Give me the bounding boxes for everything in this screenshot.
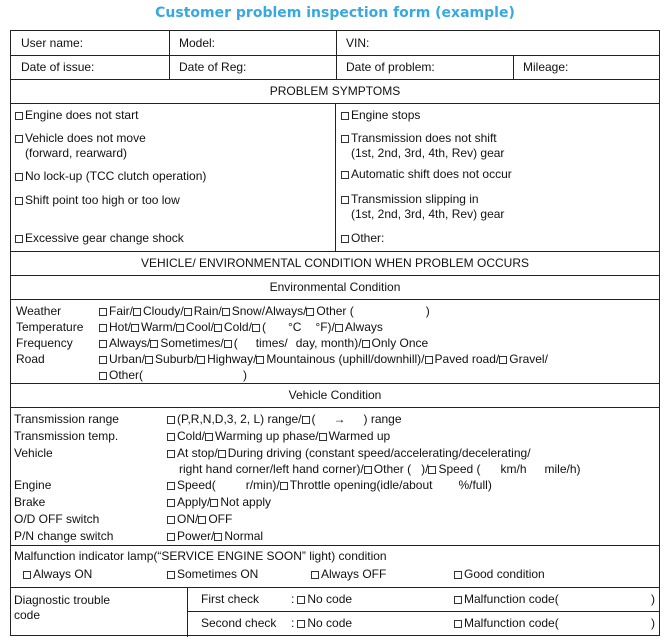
- checkbox[interactable]: [145, 356, 153, 364]
- frequency-options: Always/ Sometimes/ ( times/ day, month)/ Only Once: [99, 335, 428, 351]
- engine-label: Engine: [14, 478, 52, 492]
- mileage-label: Mileage:: [523, 60, 569, 74]
- checkbox[interactable]: [218, 450, 226, 458]
- inspection-form: [10, 30, 660, 636]
- second-check-malfunction: Malfunction code(: [454, 616, 559, 631]
- checkbox[interactable]: [167, 499, 175, 507]
- engine-options: Speed( r/min)/ Throttle opening(idle/about %/full): [167, 477, 492, 493]
- checkbox[interactable]: [167, 482, 175, 490]
- checkbox[interactable]: [428, 466, 436, 474]
- user-name-label: User name:: [21, 36, 84, 50]
- checkbox[interactable]: [150, 340, 158, 348]
- divider: [11, 79, 659, 80]
- checkbox[interactable]: [319, 433, 327, 441]
- checkbox[interactable]: [306, 308, 314, 316]
- checkbox[interactable]: [454, 596, 462, 604]
- checkbox[interactable]: [341, 135, 349, 143]
- divider: [11, 407, 659, 408]
- first-check-close: ): [651, 592, 655, 606]
- second-check-close: ): [651, 616, 655, 630]
- divider: [336, 31, 337, 79]
- checkbox[interactable]: [167, 433, 175, 441]
- checkbox[interactable]: [15, 173, 23, 181]
- checkbox[interactable]: [214, 533, 222, 541]
- mil-good-condition: Good condition: [454, 567, 545, 582]
- checkbox[interactable]: [297, 620, 305, 628]
- symptom-trans-no-shift: Transmission does not shift: [341, 131, 497, 146]
- checkbox[interactable]: [224, 340, 232, 348]
- checkbox[interactable]: [167, 533, 175, 541]
- frequency-label: Frequency: [16, 336, 73, 350]
- divider: [11, 545, 659, 546]
- checkbox[interactable]: [176, 324, 184, 332]
- date-of-reg-label: Date of Reg:: [179, 60, 247, 74]
- road-label: Road: [16, 352, 45, 366]
- checkbox[interactable]: [184, 308, 192, 316]
- checkbox[interactable]: [197, 356, 205, 364]
- form-title: Customer problem inspection form (example): [155, 5, 515, 21]
- vehicle-condition-heading: Vehicle Condition: [288, 388, 382, 402]
- checkbox[interactable]: [364, 466, 372, 474]
- checkbox[interactable]: [302, 416, 310, 424]
- symptom-gear-shock: Excessive gear change shock: [15, 231, 184, 246]
- trans-range-options: (P,R,N,D,3, 2, L) range/ ( → ) range: [167, 411, 402, 427]
- symptom-engine-stops: Engine stops: [341, 108, 420, 123]
- second-check-label: Second check: [201, 616, 277, 630]
- mil-sometimes-on: Sometimes ON: [167, 567, 258, 582]
- divider: [335, 103, 336, 251]
- checkbox[interactable]: [280, 482, 288, 490]
- first-check-no-code: : No code: [291, 592, 353, 606]
- checkbox[interactable]: [311, 571, 319, 579]
- symptom-shift-point: Shift point too high or too low: [15, 193, 180, 208]
- checkbox[interactable]: [167, 450, 175, 458]
- checkbox[interactable]: [167, 571, 175, 579]
- od-options: ON/ OFF: [167, 511, 232, 527]
- symptom-other: Other:: [341, 231, 384, 246]
- brake-label: Brake: [14, 495, 46, 509]
- divider: [11, 587, 659, 588]
- weather-options: Fair/ Cloudy/ Rain/ Snow/Always/ Other ( ): [99, 303, 430, 319]
- trans-temp-options: Cold/ Warming up phase/ Warmed up: [167, 428, 390, 444]
- checkbox[interactable]: [222, 308, 230, 316]
- checkbox[interactable]: [15, 197, 23, 205]
- checkbox[interactable]: [15, 112, 23, 120]
- checkbox[interactable]: [341, 235, 349, 243]
- dtc-label-2: code: [14, 608, 41, 622]
- checkbox[interactable]: [23, 571, 31, 579]
- divider: [11, 299, 659, 300]
- checkbox[interactable]: [341, 112, 349, 120]
- checkbox[interactable]: [297, 596, 305, 604]
- vehicle-options: At stop/ During driving (constant speed/accelerating/decelerating/: [167, 445, 531, 461]
- weather-label: Weather: [16, 304, 62, 318]
- brake-options: Apply/ Not apply: [167, 494, 271, 510]
- checkbox[interactable]: [99, 372, 107, 380]
- od-off-switch-label: O/D OFF switch: [14, 512, 100, 526]
- checkbox[interactable]: [205, 433, 213, 441]
- checkbox[interactable]: [167, 516, 175, 524]
- mil-always-on: Always ON: [23, 567, 92, 582]
- symptom-auto-shift: Automatic shift does not occur: [341, 167, 512, 182]
- environmental-heading: Environmental Condition: [269, 280, 401, 294]
- checkbox[interactable]: [15, 235, 23, 243]
- checkbox[interactable]: [131, 324, 139, 332]
- divider: [513, 55, 514, 79]
- checkbox[interactable]: [210, 499, 218, 507]
- checkbox[interactable]: [252, 324, 260, 332]
- road-options: Urban/ Suburb/ Highway/ Mountainous (uphill/downhill)/ Paved road/ Gravel/: [99, 351, 548, 367]
- checkbox[interactable]: [167, 416, 175, 424]
- checkbox[interactable]: [362, 340, 370, 348]
- checkbox[interactable]: [99, 324, 107, 332]
- divider: [11, 251, 659, 252]
- checkbox[interactable]: [454, 620, 462, 628]
- symptom-trans-slipping-detail: (1st, 2nd, 3rd, 4th, Rev) gear: [351, 207, 505, 221]
- symptom-vehicle-no-move-detail: (forward, rearward): [25, 146, 128, 160]
- problem-symptoms-heading: PROBLEM SYMPTOMS: [269, 84, 401, 98]
- vehicle-env-heading: VEHICLE/ ENVIRONMENTAL CONDITION WHEN PROBLEM OCCURS: [140, 256, 530, 270]
- temperature-label: Temperature: [16, 320, 84, 334]
- pn-options: Power/ Normal: [167, 528, 263, 544]
- temperature-options: Hot/ Warm/ Cool/ Cold/ ( °C °F)/ Always: [99, 319, 383, 335]
- date-of-problem-label: Date of problem:: [346, 60, 435, 74]
- second-check-no-code: : No code: [291, 616, 353, 630]
- divider: [11, 55, 659, 56]
- symptom-engine-no-start: Engine does not start: [15, 108, 138, 123]
- checkbox[interactable]: [214, 324, 222, 332]
- checkbox[interactable]: [335, 324, 343, 332]
- checkbox[interactable]: [99, 308, 107, 316]
- checkbox[interactable]: [256, 356, 264, 364]
- pn-change-switch-label: P/N change switch: [14, 529, 114, 543]
- checkbox[interactable]: [341, 171, 349, 179]
- divider: [169, 31, 170, 79]
- date-of-issue-label: Date of issue:: [21, 60, 95, 74]
- first-check-label: First check: [201, 592, 260, 606]
- checkbox[interactable]: [341, 196, 349, 204]
- checkbox[interactable]: [499, 356, 507, 364]
- vin-label: VIN:: [346, 36, 370, 50]
- symptom-trans-slipping: Transmission slipping in: [341, 192, 479, 207]
- dtc-label: Diagnostic trouble: [14, 593, 111, 607]
- divider: [187, 587, 188, 637]
- checkbox[interactable]: [425, 356, 433, 364]
- road-other: Other( ): [99, 367, 247, 383]
- mil-always-off: Always OFF: [311, 567, 386, 582]
- trans-range-label: Transmission range: [14, 412, 119, 426]
- vehicle-label: Vehicle: [14, 446, 53, 460]
- divider: [11, 275, 659, 276]
- checkbox[interactable]: [99, 356, 107, 364]
- symptom-trans-no-shift-detail: (1st, 2nd, 3rd, 4th, Rev) gear: [351, 146, 505, 160]
- checkbox[interactable]: [15, 135, 23, 143]
- symptom-no-lockup: No lock-up (TCC clutch operation): [15, 169, 206, 184]
- checkbox[interactable]: [198, 516, 206, 524]
- divider: [187, 611, 659, 612]
- checkbox[interactable]: [454, 571, 462, 579]
- divider: [11, 383, 659, 384]
- mil-heading: Malfunction indicator lamp(“SERVICE ENGINE SOON” light) condition: [14, 549, 387, 563]
- symptom-vehicle-no-move: Vehicle does not move: [15, 131, 146, 146]
- trans-temp-label: Transmission temp.: [14, 429, 119, 443]
- model-label: Model:: [179, 36, 216, 50]
- checkbox[interactable]: [99, 340, 107, 348]
- first-check-malfunction: Malfunction code(: [454, 592, 559, 607]
- vehicle-options-2: right hand corner/left hand corner)/ Other ( )/ Speed ( km/h mile/h): [179, 462, 581, 476]
- checkbox[interactable]: [133, 308, 141, 316]
